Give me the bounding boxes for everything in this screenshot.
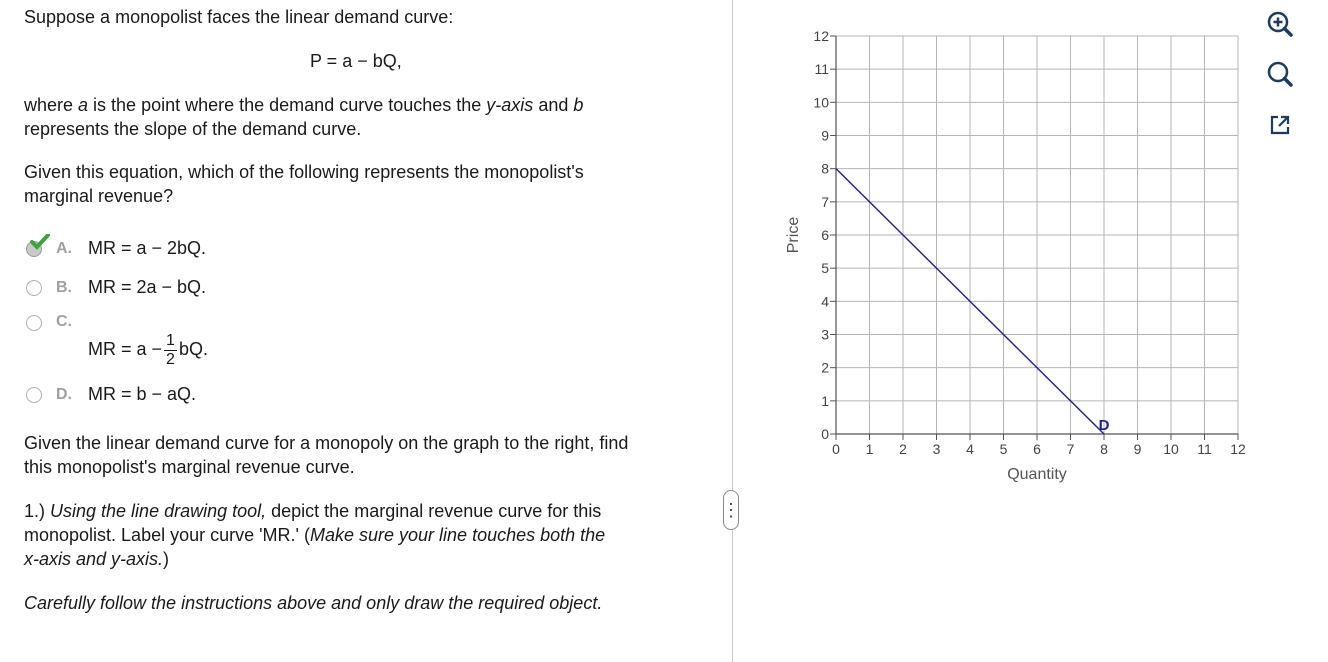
question-ask-line1: Given this equation, which of the following represents the monopolist's <box>24 162 584 182</box>
option-c-radio[interactable] <box>26 315 42 331</box>
y-tick-label: 11 <box>814 61 829 78</box>
option-a[interactable] <box>26 238 206 259</box>
x-tick-label: 2 <box>899 441 907 457</box>
popout-icon <box>1267 112 1293 138</box>
instr-2a: monopolist. Label your curve 'MR.' ( <box>24 525 310 545</box>
instr-3a: x-axis and y-axis. <box>24 549 164 569</box>
x-tick-label: 9 <box>1133 441 1142 457</box>
y-tick-label: 9 <box>821 127 829 144</box>
option-b-radio[interactable] <box>26 280 42 296</box>
zoom-in-icon <box>1266 10 1294 38</box>
var-a: a <box>78 95 89 115</box>
check-icon <box>30 234 50 250</box>
y-tick-label: 6 <box>821 227 829 243</box>
y-tick-label: 8 <box>821 160 829 177</box>
instr-2b: Make sure your line touches both the <box>310 525 606 545</box>
option-b-letter: B. <box>56 278 72 296</box>
x-tick-label: 12 <box>1230 441 1246 457</box>
option-a-letter: A. <box>56 239 72 257</box>
x-tick-label: 5 <box>999 441 1008 457</box>
option-b-text: MR = 2a − bQ. <box>88 277 207 297</box>
graph[interactable] <box>770 20 1260 490</box>
question-where-line1 <box>24 93 583 117</box>
y-tick-label: 12 <box>813 28 829 44</box>
zoom-out-icon <box>1266 60 1294 88</box>
panel-resize-handle[interactable] <box>723 490 739 530</box>
popout-button[interactable] <box>1264 109 1296 141</box>
x-tick-label: 0 <box>832 441 840 457</box>
option-d-letter: D. <box>56 385 72 403</box>
zoom-out-button[interactable] <box>1264 58 1296 90</box>
instr-3b: ) <box>163 549 170 569</box>
part2-line2: this monopolist's marginal revenue curve. <box>24 457 355 477</box>
option-d[interactable] <box>26 384 196 405</box>
option-c-suffix: bQ. <box>178 339 208 359</box>
option-c-fraction <box>164 332 177 369</box>
y-tick-labels <box>813 28 836 442</box>
question-where-line2: represents the slope of the demand curve. <box>24 119 362 139</box>
y-tick-label: 5 <box>821 260 829 277</box>
instr-1a: 1.) <box>24 501 51 521</box>
y-tick-label: 0 <box>821 426 829 442</box>
x-tick-label: 6 <box>1033 441 1041 457</box>
x-tick-label: 3 <box>932 441 941 457</box>
final-instruction: Carefully follow the instructions above and only draw the required object. <box>24 593 603 613</box>
x-tick-label: 4 <box>966 441 974 457</box>
option-b[interactable] <box>26 277 206 298</box>
panel-divider[interactable] <box>732 0 733 662</box>
y-tick-label: 3 <box>821 326 829 343</box>
zoom-in-button[interactable] <box>1264 8 1296 40</box>
y-axis-label: Price <box>785 216 802 254</box>
instr-1c: depict the marginal revenue curve for this <box>266 501 602 521</box>
y-tick-label: 7 <box>821 193 829 210</box>
fraction-denominator: 2 <box>166 351 175 368</box>
demand-label: D <box>1098 417 1110 434</box>
x-tick-label: 11 <box>1197 441 1212 457</box>
y-tick-label: 10 <box>813 94 829 111</box>
option-c-prefix: MR = a − <box>88 339 163 359</box>
demand-equation-text: P = a − bQ, <box>310 51 402 71</box>
instruction-line1 <box>24 499 601 523</box>
y-tick-label: 2 <box>821 359 829 376</box>
instruction-line2 <box>24 523 605 547</box>
option-d-text: MR = b − aQ. <box>88 384 197 404</box>
instr-1b: Using the line drawing tool, <box>50 501 267 521</box>
option-c-formula <box>88 331 208 368</box>
option-c[interactable] <box>26 315 208 368</box>
x-axis-label: Quantity <box>1007 466 1067 483</box>
x-tick-labels <box>832 434 1246 457</box>
where-text-b: is the point where the demand curve touches the <box>88 95 487 115</box>
where-text-c: and <box>533 95 574 115</box>
more-icon: ⋮ <box>722 500 740 520</box>
part2-line1: Given the linear demand curve for a monopoly on the graph to the right, find <box>24 433 629 453</box>
x-tick-label: 7 <box>1066 441 1075 457</box>
option-a-text: MR = a − 2bQ. <box>88 238 207 258</box>
where-text-a: where <box>24 95 79 115</box>
grid-lines <box>836 36 1238 434</box>
x-tick-label: 8 <box>1100 441 1108 457</box>
demand-equation <box>310 51 402 72</box>
fraction-numerator: 1 <box>166 332 175 349</box>
option-d-radio[interactable] <box>26 387 42 403</box>
var-b: b <box>573 95 584 115</box>
y-axis-term: y-axis <box>486 95 534 115</box>
x-tick-label: 1 <box>865 441 874 457</box>
instruction-line3 <box>24 547 169 571</box>
question-intro: Suppose a monopolist faces the linear demand curve: <box>24 7 454 27</box>
y-tick-label: 4 <box>821 293 829 310</box>
x-tick-label: 10 <box>1163 441 1179 457</box>
question-ask-line2: marginal revenue? <box>24 186 174 206</box>
option-c-letter: C. <box>56 313 72 330</box>
y-tick-label: 1 <box>821 392 829 409</box>
